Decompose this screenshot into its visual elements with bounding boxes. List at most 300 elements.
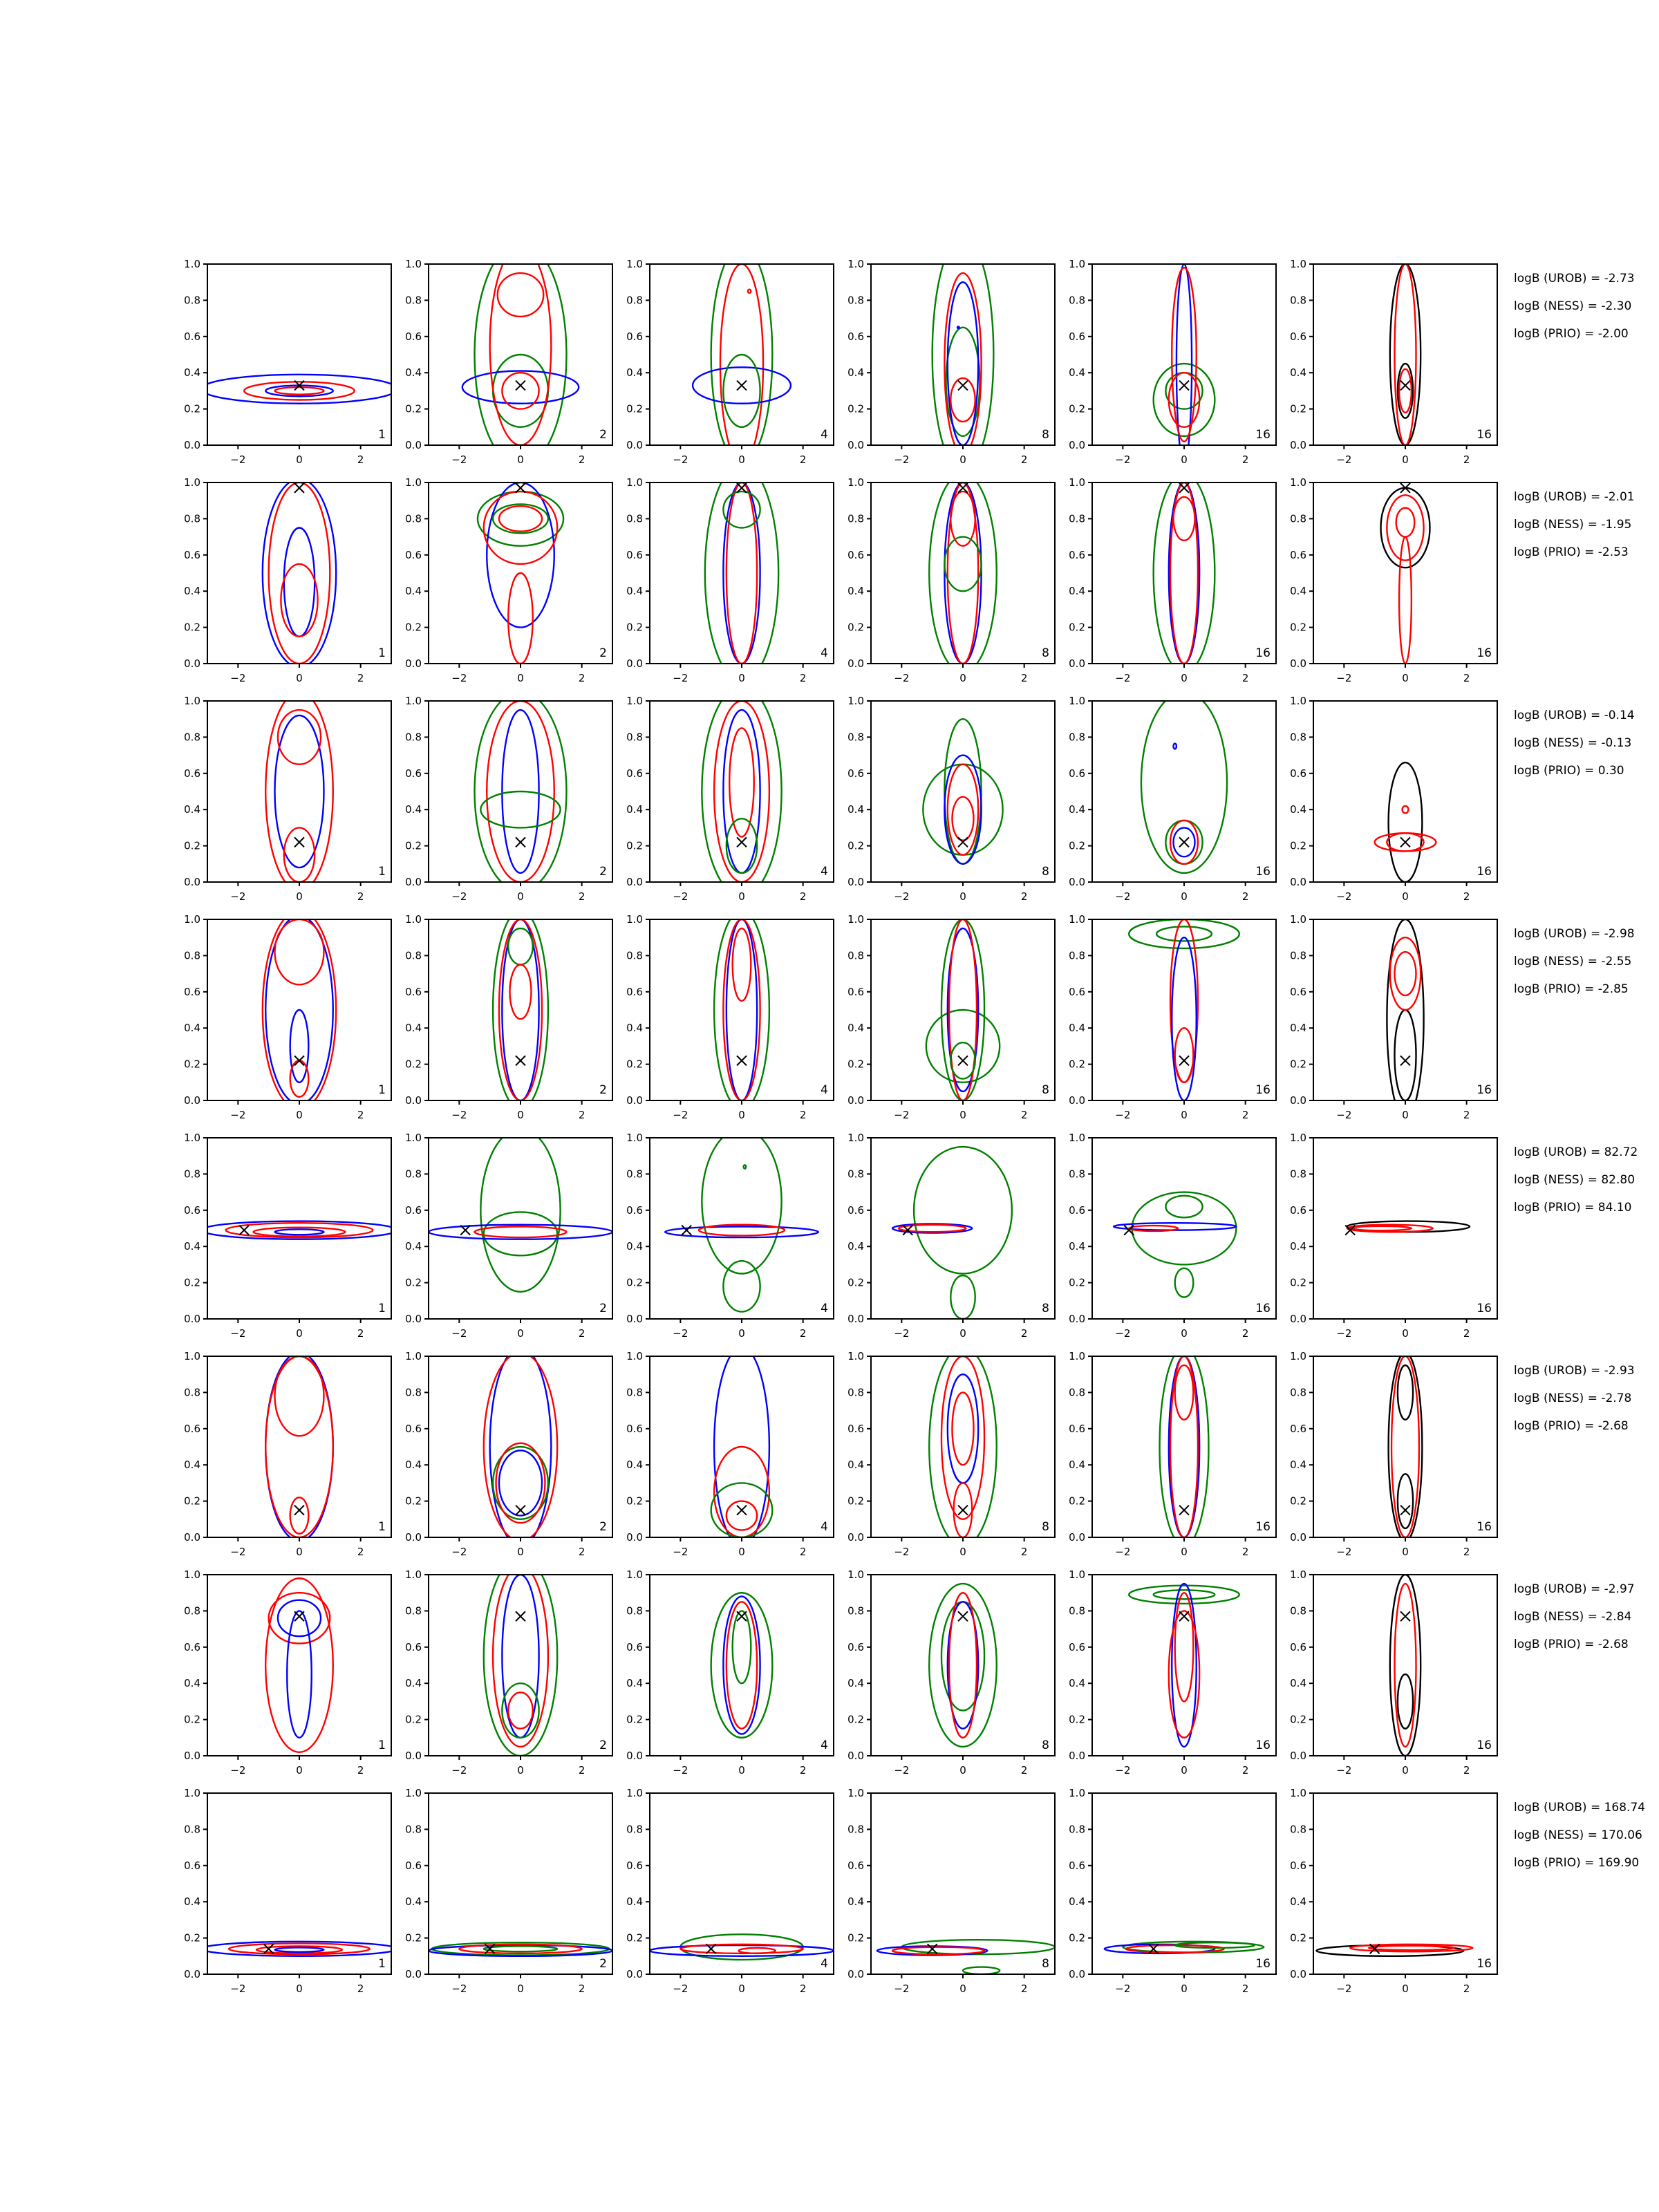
y-tick-label-r1c0-1: 0.2 — [184, 621, 200, 634]
y-tick-label-r6c1-0: 0.0 — [405, 1750, 422, 1762]
contour-r3c2-0 — [714, 910, 769, 1109]
panel-r3c3 — [847, 913, 1055, 1121]
y-tick-label-r0c0-0: 0.0 — [184, 439, 200, 451]
panel-label-r3c0: 1 — [378, 1083, 386, 1097]
axes-frame-r1c2 — [650, 482, 834, 664]
y-tick-label-r5c2-4: 0.8 — [626, 1386, 643, 1399]
contour-r4c4-4 — [1129, 1226, 1178, 1231]
contours-r0c3 — [932, 237, 994, 473]
panel-r4c4 — [1069, 1132, 1276, 1340]
x-tick-label-r2c1-1: 0 — [517, 890, 524, 903]
contour-r6c4-1 — [1154, 1590, 1215, 1599]
contours-r3c1 — [493, 910, 548, 1109]
y-tick-label-r5c1-4: 0.8 — [405, 1386, 422, 1399]
contours-r1c4 — [1154, 474, 1215, 673]
x-tick-label-r2c3-2: 2 — [1020, 890, 1028, 903]
y-tick-label-r0c0-1: 0.2 — [184, 402, 200, 415]
logb-text-r4-0: logB (UROB) = 82.72 — [1514, 1145, 1638, 1159]
contour-r2c2-4 — [727, 818, 757, 873]
panel-label-r7c1: 2 — [599, 1957, 607, 1971]
panel-label-r0c0: 1 — [378, 428, 386, 442]
y-tick-label-r2c5-3: 0.6 — [1290, 767, 1306, 780]
y-tick-label-r5c4-2: 0.4 — [1069, 1459, 1085, 1472]
panel-r1c4 — [1069, 474, 1276, 684]
y-tick-label-r2c0-3: 0.6 — [184, 767, 200, 780]
y-tick-label-r4c4-0: 0.0 — [1069, 1313, 1085, 1325]
y-tick-label-r3c4-4: 0.8 — [1069, 949, 1085, 962]
x-tick-label-r4c3-2: 2 — [1020, 1327, 1028, 1340]
y-tick-label-r2c3-1: 0.2 — [847, 839, 864, 852]
y-tick-label-r7c3-3: 0.6 — [847, 1859, 864, 1872]
y-tick-label-r3c0-2: 0.4 — [184, 1022, 200, 1035]
panel-label-r3c2: 4 — [821, 1083, 828, 1097]
x-tick-label-r2c2-0: −2 — [673, 890, 688, 903]
y-tick-label-r1c4-4: 0.8 — [1069, 512, 1085, 525]
y-tick-label-r2c4-2: 0.4 — [1069, 803, 1085, 816]
logb-text-r7-1: logB (NESS) = 170.06 — [1514, 1828, 1642, 1842]
x-tick-label-r7c4-2: 2 — [1241, 1983, 1249, 1995]
contour-r4c2-4 — [744, 1165, 747, 1168]
axes-frame-r4c5 — [1313, 1138, 1497, 1319]
contour-r0c3-3 — [944, 273, 981, 454]
y-tick-label-r5c3-2: 0.4 — [847, 1459, 864, 1472]
y-tick-label-r5c5-2: 0.4 — [1290, 1459, 1306, 1472]
y-tick-label-r1c1-0: 0.0 — [405, 657, 422, 670]
x-tick-label-r3c4-0: −2 — [1115, 1109, 1131, 1121]
contour-r1c1-3 — [493, 504, 548, 533]
panel-label-r5c3: 8 — [1042, 1520, 1049, 1534]
panel-r6c2 — [626, 1568, 834, 1777]
x-tick-label-r2c4-0: −2 — [1115, 890, 1131, 903]
y-tick-label-r3c4-2: 0.4 — [1069, 1022, 1085, 1035]
contour-r0c2-3 — [723, 355, 760, 427]
y-tick-label-r7c5-2: 0.4 — [1290, 1895, 1306, 1909]
y-tick-label-r3c0-4: 0.8 — [184, 949, 200, 962]
y-tick-label-r6c0-3: 0.6 — [184, 1640, 200, 1653]
x-tick-label-r6c3-0: −2 — [894, 1764, 910, 1777]
contour-r6c0-2 — [278, 1600, 321, 1636]
y-tick-label-r6c2-2: 0.4 — [626, 1677, 643, 1690]
y-tick-label-r1c1-3: 0.6 — [405, 548, 422, 561]
logb-text-r1-1: logB (NESS) = -1.95 — [1514, 518, 1632, 532]
contour-r0c2-4 — [748, 290, 751, 293]
contours-r4c0 — [201, 1221, 397, 1239]
y-tick-label-r5c1-5: 1.0 — [405, 1350, 422, 1362]
x-tick-label-r0c4-0: −2 — [1115, 453, 1131, 466]
contours-r2c0 — [265, 692, 333, 891]
y-tick-label-r6c0-5: 1.0 — [184, 1568, 200, 1581]
y-tick-label-r0c1-5: 1.0 — [405, 258, 422, 270]
axes-frame-r1c3 — [871, 482, 1055, 664]
x-tick-label-r7c1-1: 0 — [517, 1983, 524, 1995]
contour-r6c1-4 — [508, 1692, 532, 1728]
y-tick-label-r7c4-3: 0.6 — [1069, 1859, 1085, 1872]
y-tick-label-r3c0-5: 1.0 — [184, 913, 200, 926]
contour-r4c3-1 — [950, 1275, 975, 1319]
x-tick-label-r1c4-2: 2 — [1241, 672, 1249, 684]
panel-label-r6c3: 8 — [1042, 1738, 1049, 1752]
x-tick-label-r6c3-2: 2 — [1020, 1764, 1028, 1777]
y-tick-label-r2c2-1: 0.2 — [626, 839, 643, 852]
contours-r4c4 — [1114, 1192, 1236, 1297]
x-tick-label-r1c0-2: 2 — [357, 672, 364, 684]
logb-text-r0-2: logB (PRIO) = -2.00 — [1514, 327, 1629, 341]
logb-text-r2-2: logB (PRIO) = 0.30 — [1514, 764, 1624, 778]
x-tick-label-r4c1-1: 0 — [517, 1327, 524, 1340]
y-tick-label-r4c0-1: 0.2 — [184, 1276, 200, 1289]
x-tick-label-r4c3-1: 0 — [959, 1327, 966, 1340]
contours-r5c4 — [1160, 1347, 1209, 1546]
x-tick-label-r0c3-0: −2 — [894, 453, 910, 466]
x-tick-label-r3c0-0: −2 — [230, 1109, 246, 1121]
y-tick-label-r1c3-2: 0.4 — [847, 585, 864, 598]
y-tick-label-r6c4-1: 0.2 — [1069, 1713, 1085, 1726]
contour-r6c3-0 — [929, 1584, 997, 1747]
x-tick-label-r4c0-0: −2 — [230, 1327, 246, 1340]
x-tick-label-r7c2-2: 2 — [799, 1983, 807, 1995]
contours-r6c2 — [711, 1593, 773, 1738]
contour-r5c5-3 — [1398, 1474, 1413, 1528]
contour-r4c4-1 — [1165, 1196, 1202, 1217]
y-tick-label-r2c1-4: 0.8 — [405, 731, 422, 744]
x-tick-label-r6c1-2: 2 — [578, 1764, 585, 1777]
panel-r7c4 — [1069, 1787, 1276, 1995]
y-tick-label-r2c2-2: 0.4 — [626, 803, 643, 816]
contour-r3c0-2 — [275, 919, 324, 984]
x-tick-label-r0c1-1: 0 — [517, 453, 524, 466]
contour-r2c1-3 — [480, 791, 560, 827]
x-tick-label-r4c1-0: −2 — [451, 1327, 467, 1340]
contour-r1c4-1 — [1169, 482, 1199, 664]
contour-r1c3-4 — [944, 537, 981, 592]
logb-text-r5-1: logB (NESS) = -2.78 — [1514, 1391, 1632, 1405]
x-tick-label-r5c2-2: 2 — [799, 1546, 807, 1558]
contour-r0c1-2 — [493, 355, 548, 427]
contour-r1c3-1 — [944, 482, 981, 664]
y-tick-label-r1c0-4: 0.8 — [184, 512, 200, 525]
contour-r7c2-3 — [739, 1948, 776, 1953]
contour-r2c0-1 — [275, 715, 324, 868]
contour-r3c4-4 — [1175, 1028, 1194, 1082]
y-tick-label-r7c1-1: 0.2 — [405, 1931, 422, 1944]
x-tick-label-r1c2-2: 2 — [799, 672, 807, 684]
x-tick-label-r0c5-0: −2 — [1336, 453, 1352, 466]
x-tick-label-r4c5-2: 2 — [1463, 1327, 1470, 1340]
contour-r6c4-3 — [1169, 1611, 1199, 1737]
y-tick-label-r6c1-3: 0.6 — [405, 1640, 422, 1653]
contour-r1c2-0 — [705, 465, 778, 682]
y-tick-label-r0c2-2: 0.4 — [626, 366, 643, 379]
contour-r1c1-2 — [484, 491, 557, 564]
y-tick-label-r4c3-2: 0.4 — [847, 1240, 864, 1253]
contour-r1c4-3 — [1173, 497, 1194, 541]
panel-label-r2c1: 2 — [599, 865, 607, 879]
y-tick-label-r6c3-5: 1.0 — [847, 1568, 864, 1581]
y-tick-label-r1c5-0: 0.0 — [1290, 657, 1306, 670]
x-tick-label-r2c4-1: 0 — [1181, 890, 1188, 903]
x-tick-label-r1c0-0: −2 — [230, 672, 246, 684]
axes-frame-r4c0 — [207, 1138, 391, 1319]
y-tick-label-r0c3-3: 0.6 — [847, 330, 864, 343]
x-tick-label-r0c1-0: −2 — [451, 453, 467, 466]
y-tick-label-r3c5-3: 0.6 — [1290, 985, 1306, 998]
y-tick-label-r1c4-0: 0.0 — [1069, 657, 1085, 670]
y-tick-label-r6c2-3: 0.6 — [626, 1640, 643, 1653]
x-tick-label-r5c1-0: −2 — [451, 1546, 467, 1558]
y-tick-label-r4c5-2: 0.4 — [1290, 1240, 1306, 1253]
panel-r2c3 — [847, 695, 1055, 903]
y-tick-label-r5c0-0: 0.0 — [184, 1531, 200, 1544]
contour-r3c0-4 — [290, 1060, 309, 1096]
logb-text-r7-2: logB (PRIO) = 169.90 — [1514, 1856, 1640, 1870]
axes-frame-r1c4 — [1092, 482, 1276, 664]
y-tick-label-r7c1-2: 0.4 — [405, 1895, 422, 1909]
contour-r7c0-3 — [275, 1947, 324, 1951]
panel-r0c2 — [626, 246, 834, 466]
contour-r6c4-0 — [1129, 1586, 1239, 1604]
x-tick-label-r3c3-0: −2 — [894, 1109, 910, 1121]
y-tick-label-r2c2-0: 0.0 — [626, 876, 643, 888]
x-tick-label-r7c3-1: 0 — [959, 1983, 966, 1995]
contour-r7c3-3 — [963, 1967, 1000, 1974]
y-tick-label-r5c0-2: 0.4 — [184, 1459, 200, 1472]
logb-text-r0-1: logB (NESS) = -2.30 — [1514, 299, 1632, 313]
x-tick-label-r6c5-0: −2 — [1336, 1764, 1352, 1777]
contour-r3c5-3 — [1394, 952, 1416, 995]
contour-r5c5-0 — [1389, 1353, 1423, 1541]
x-tick-label-r4c2-1: 0 — [738, 1327, 745, 1340]
panel-label-r0c4: 16 — [1255, 428, 1271, 442]
y-tick-label-r7c4-2: 0.4 — [1069, 1895, 1085, 1909]
contours-r7c2 — [650, 1934, 834, 1960]
y-tick-label-r0c4-1: 0.2 — [1069, 402, 1085, 415]
x-tick-label-r6c1-1: 0 — [517, 1764, 524, 1777]
panel-r5c1 — [405, 1347, 612, 1558]
x-tick-label-r7c2-1: 0 — [738, 1983, 745, 1995]
x-tick-label-r1c4-0: −2 — [1115, 672, 1131, 684]
x-tick-label-r5c2-1: 0 — [738, 1546, 745, 1558]
y-tick-label-r3c1-1: 0.2 — [405, 1058, 422, 1071]
x-tick-label-r2c3-1: 0 — [959, 890, 966, 903]
contours-r1c3 — [929, 474, 997, 673]
y-tick-label-r4c0-0: 0.0 — [184, 1313, 200, 1325]
y-tick-label-r0c4-4: 0.8 — [1069, 294, 1085, 307]
panel-label-r4c0: 1 — [378, 1302, 386, 1315]
y-tick-label-r7c0-3: 0.6 — [184, 1859, 200, 1872]
y-tick-label-r3c5-4: 0.8 — [1290, 949, 1306, 962]
axes-frame-r6c4 — [1092, 1575, 1276, 1756]
panel-r4c2 — [626, 1129, 834, 1340]
y-tick-label-r6c4-2: 0.4 — [1069, 1677, 1085, 1690]
axes-frame-r6c0 — [207, 1575, 391, 1756]
y-tick-label-r2c1-1: 0.2 — [405, 839, 422, 852]
contour-r6c3-3 — [949, 1593, 977, 1738]
y-tick-label-r4c2-1: 0.2 — [626, 1276, 643, 1289]
contour-r3c5-0 — [1387, 919, 1423, 1118]
y-tick-label-r0c0-2: 0.4 — [184, 366, 200, 379]
x-tick-label-r5c4-1: 0 — [1181, 1546, 1188, 1558]
y-tick-label-r2c4-1: 0.2 — [1069, 839, 1085, 852]
y-tick-label-r2c4-5: 1.0 — [1069, 695, 1085, 707]
x-tick-label-r0c0-1: 0 — [296, 453, 303, 466]
axes-frame-r3c1 — [429, 919, 612, 1100]
x-tick-label-r6c2-2: 2 — [799, 1764, 807, 1777]
panel-label-r1c0: 1 — [378, 646, 386, 660]
y-tick-label-r2c3-3: 0.6 — [847, 767, 864, 780]
x-tick-label-r5c1-1: 0 — [517, 1546, 524, 1558]
contour-r0c1-3 — [462, 371, 579, 404]
y-tick-label-r2c5-2: 0.4 — [1290, 803, 1306, 816]
contour-r0c4-1 — [1165, 373, 1202, 409]
contour-r4c2-0 — [702, 1129, 781, 1274]
y-tick-label-r4c5-1: 0.2 — [1290, 1276, 1306, 1289]
y-tick-label-r0c4-2: 0.4 — [1069, 366, 1085, 379]
contours-r2c4 — [1141, 692, 1227, 873]
y-tick-label-r2c2-4: 0.8 — [626, 731, 643, 744]
y-tick-label-r5c5-5: 1.0 — [1290, 1350, 1306, 1362]
panel-label-r2c0: 1 — [378, 865, 386, 879]
contours-r6c5 — [1390, 1575, 1421, 1756]
panel-label-r4c3: 8 — [1042, 1302, 1049, 1315]
x-tick-label-r6c2-1: 0 — [738, 1764, 745, 1777]
contour-r4c2-1 — [723, 1261, 760, 1311]
y-tick-label-r1c3-5: 1.0 — [847, 476, 864, 489]
contour-r0c0-3 — [275, 387, 324, 394]
x-tick-label-r3c2-1: 0 — [738, 1109, 745, 1121]
panel-r2c4 — [1069, 692, 1276, 903]
x-tick-label-r0c3-1: 0 — [959, 453, 966, 466]
panel-r0c1 — [405, 243, 612, 467]
y-tick-label-r1c2-4: 0.8 — [626, 512, 643, 525]
y-tick-label-r7c3-1: 0.2 — [847, 1931, 864, 1944]
y-tick-label-r5c4-0: 0.0 — [1069, 1531, 1085, 1544]
contour-r1c5-0 — [1381, 488, 1430, 568]
contours-r6c1 — [484, 1557, 557, 1756]
contour-r5c0-2 — [275, 1356, 324, 1436]
logb-text-r1-2: logB (PRIO) = -2.53 — [1514, 545, 1629, 559]
x-tick-label-r4c1-2: 2 — [578, 1327, 585, 1340]
contours-r7c5 — [1316, 1944, 1472, 1956]
contours-r4c1 — [429, 1129, 612, 1292]
panel-label-r1c3: 8 — [1042, 646, 1049, 660]
y-tick-label-r7c4-5: 1.0 — [1069, 1787, 1085, 1799]
contours-r7c0 — [201, 1942, 397, 1956]
panel-label-r4c1: 2 — [599, 1302, 607, 1315]
y-tick-label-r1c2-5: 1.0 — [626, 476, 643, 489]
x-tick-label-r6c3-1: 0 — [959, 1764, 966, 1777]
y-tick-label-r3c4-1: 0.2 — [1069, 1058, 1085, 1071]
y-tick-label-r6c4-3: 0.6 — [1069, 1640, 1085, 1653]
contours-r4c5 — [1345, 1221, 1470, 1235]
y-tick-label-r5c1-0: 0.0 — [405, 1531, 422, 1544]
y-tick-label-r0c2-0: 0.0 — [626, 439, 643, 451]
panel-r7c2 — [626, 1787, 834, 1995]
y-tick-label-r0c2-3: 0.6 — [626, 330, 643, 343]
contour-r2c5-3 — [1403, 806, 1409, 813]
y-tick-label-r4c5-0: 0.0 — [1290, 1313, 1306, 1325]
contour-r4c0-3 — [275, 1229, 324, 1235]
panel-r3c5 — [1290, 913, 1497, 1121]
contour-r5c0-3 — [290, 1497, 309, 1533]
contour-r3c1-0 — [493, 910, 548, 1109]
contour-r3c4-0 — [1129, 919, 1239, 948]
panel-label-r5c5: 16 — [1477, 1520, 1492, 1534]
x-tick-label-r6c4-0: −2 — [1115, 1764, 1131, 1777]
y-tick-label-r0c2-1: 0.2 — [626, 402, 643, 415]
contour-r4c1-3 — [475, 1226, 567, 1237]
y-tick-label-r5c1-2: 0.4 — [405, 1459, 422, 1472]
y-tick-label-r4c2-5: 1.0 — [626, 1132, 643, 1144]
contours-r7c3 — [877, 1940, 1055, 1974]
y-tick-label-r1c1-1: 0.2 — [405, 621, 422, 634]
y-tick-label-r6c0-2: 0.4 — [184, 1677, 200, 1690]
contour-r6c1-1 — [493, 1566, 548, 1747]
panel-label-r5c2: 4 — [821, 1520, 828, 1534]
y-tick-label-r7c3-5: 1.0 — [847, 1787, 864, 1799]
contour-r3c2-2 — [723, 919, 760, 1100]
y-tick-label-r6c1-1: 0.2 — [405, 1713, 422, 1726]
y-tick-label-r7c4-4: 0.8 — [1069, 1823, 1085, 1836]
x-tick-label-r5c3-0: −2 — [894, 1546, 910, 1558]
contours-r5c3 — [929, 1347, 997, 1546]
x-tick-label-r4c4-1: 0 — [1181, 1327, 1188, 1340]
x-tick-label-r3c3-2: 2 — [1020, 1109, 1028, 1121]
contour-r5c2-1 — [714, 1447, 769, 1537]
y-tick-label-r6c0-4: 0.8 — [184, 1604, 200, 1618]
y-tick-label-r5c2-5: 1.0 — [626, 1350, 643, 1362]
y-tick-label-r4c1-0: 0.0 — [405, 1313, 422, 1325]
logb-text-r4-2: logB (PRIO) = 84.10 — [1514, 1201, 1632, 1215]
contour-r5c2-3 — [727, 1501, 757, 1530]
y-tick-label-r1c5-1: 0.2 — [1290, 621, 1306, 634]
y-tick-label-r2c4-3: 0.6 — [1069, 767, 1085, 780]
panel-r4c3 — [847, 1132, 1055, 1340]
contour-r5c5-2 — [1398, 1365, 1413, 1420]
x-tick-label-r1c3-2: 2 — [1020, 672, 1028, 684]
y-tick-label-r3c2-5: 1.0 — [626, 913, 643, 926]
y-tick-label-r2c1-5: 1.0 — [405, 695, 422, 707]
y-tick-label-r2c1-0: 0.0 — [405, 876, 422, 888]
panel-r0c3 — [847, 237, 1055, 473]
x-tick-label-r0c2-2: 2 — [799, 453, 807, 466]
contours-r2c5 — [1375, 762, 1436, 882]
y-tick-label-r7c3-0: 0.0 — [847, 1968, 864, 1980]
y-tick-label-r5c5-1: 0.2 — [1290, 1494, 1306, 1508]
y-tick-label-r4c4-5: 1.0 — [1069, 1132, 1085, 1144]
y-tick-label-r1c0-2: 0.4 — [184, 585, 200, 598]
panel-label-r5c0: 1 — [378, 1520, 386, 1534]
contour-r3c4-1 — [1156, 926, 1212, 941]
x-tick-label-r5c5-1: 0 — [1402, 1546, 1409, 1558]
y-tick-label-r2c0-1: 0.2 — [184, 839, 200, 852]
panel-r5c4 — [1069, 1347, 1276, 1558]
contour-r2c4-0 — [1141, 692, 1227, 873]
panel-label-r7c3: 8 — [1042, 1957, 1049, 1971]
contour-r1c0-0 — [263, 479, 336, 667]
panel-r3c4 — [1069, 913, 1276, 1121]
x-tick-label-r5c0-2: 2 — [357, 1546, 364, 1558]
panel-r6c0 — [184, 1568, 391, 1777]
contours-r1c0 — [263, 479, 336, 667]
x-tick-label-r5c0-0: −2 — [230, 1546, 246, 1558]
y-tick-label-r3c1-3: 0.6 — [405, 985, 422, 998]
contour-r5c1-4 — [499, 1450, 542, 1515]
contour-r3c1-4 — [509, 965, 531, 1020]
panel-label-r3c4: 16 — [1255, 1083, 1271, 1097]
contour-r6c5-2 — [1398, 1674, 1413, 1729]
contours-r7c1 — [429, 1942, 612, 1956]
x-tick-label-r1c4-1: 0 — [1181, 672, 1188, 684]
